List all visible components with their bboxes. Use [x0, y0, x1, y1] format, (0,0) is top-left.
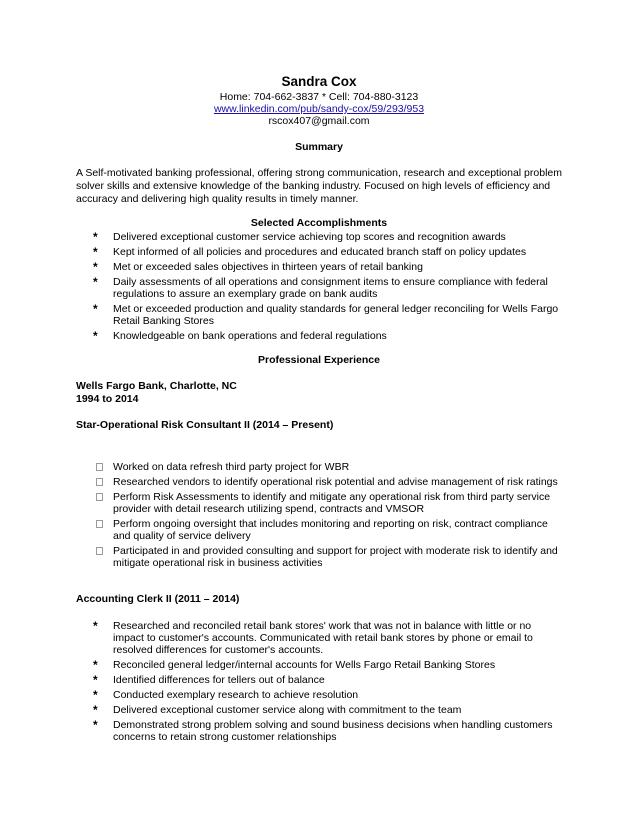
list-item — [93, 719, 563, 743]
list-item — [93, 261, 563, 273]
list-item-text: Worked on data refresh third party project for WBR — [113, 461, 350, 473]
list-item — [93, 330, 563, 342]
list-item — [93, 659, 563, 671]
role-title-risk-consultant: Star-Operational Risk Consultant II (2014 – Present) — [76, 419, 334, 431]
list-item — [93, 689, 563, 701]
employer-name: Wells Fargo Bank, Charlotte, NC — [76, 380, 237, 392]
list-item — [93, 704, 563, 716]
asterisk-bullet: * — [93, 673, 98, 687]
accomplishments-heading: Selected Accomplishments — [250, 217, 388, 229]
square-bullet-icon — [96, 493, 103, 501]
list-item — [93, 303, 563, 327]
asterisk-bullet: * — [93, 230, 98, 244]
list-item-text: Daily assessments of all operations and consignment items to ensure compliance with federal regulations to assure an exemplary grade on bank audits — [113, 276, 548, 300]
asterisk-bullet: * — [93, 329, 98, 343]
list-item-text: Met or exceeded production and quality standards for general ledger reconciling for Wells Fargo Retail Banking Stores — [113, 303, 559, 327]
square-bullet-icon — [96, 478, 103, 486]
asterisk-bullet: * — [93, 703, 98, 717]
summary-text: A Self-motivated banking professional, offering strong communication, research and exceptional problem solver skills and extensive knowledge of the banking industry. Focused on high levels of efficiency and accuracy and delivering high quality results in timely manner. — [76, 167, 562, 205]
asterisk-bullet: * — [93, 718, 98, 732]
list-item — [93, 491, 563, 515]
accounting-clerk-duties — [93, 620, 563, 746]
list-item — [93, 620, 563, 656]
email-address: rscox407@gmail.com — [268, 115, 370, 127]
list-item-text: Delivered exceptional customer service along with commitment to the team — [113, 704, 462, 716]
list-item — [93, 461, 563, 473]
list-item — [93, 476, 563, 488]
list-item-text: Reconciled general ledger/internal accounts for Wells Fargo Retail Banking Stores — [113, 659, 496, 671]
asterisk-bullet: * — [93, 688, 98, 702]
asterisk-bullet: * — [93, 275, 98, 289]
list-item-text: Delivered exceptional customer service achieving top scores and recognition awards — [113, 231, 506, 243]
accomplishments-list — [93, 231, 563, 345]
asterisk-bullet: * — [93, 260, 98, 274]
list-item — [93, 231, 563, 243]
list-item — [93, 545, 563, 569]
asterisk-bullet: * — [93, 302, 98, 316]
asterisk-bullet: * — [93, 619, 98, 633]
role-title-accounting-clerk: Accounting Clerk II (2011 – 2014) — [76, 593, 240, 605]
list-item-text: Identified differences for tellers out of balance — [113, 674, 325, 686]
experience-heading: Professional Experience — [258, 354, 380, 366]
square-bullet-icon — [96, 547, 103, 555]
list-item-text: Perform ongoing oversight that includes monitoring and reporting on risk, contract compliance and quality of service delivery — [113, 518, 548, 542]
list-item — [93, 276, 563, 300]
asterisk-bullet: * — [93, 245, 98, 259]
list-item-text: Conducted exemplary research to achieve resolution — [113, 689, 359, 701]
list-item-text: Met or exceeded sales objectives in thirteen years of retail banking — [113, 261, 423, 273]
candidate-name: Sandra Cox — [281, 74, 357, 89]
square-bullet-icon — [96, 463, 103, 471]
list-item-text: Perform Risk Assessments to identify and mitigate any operational risk from third party service provider with detail research utilizing spend, contracts and VMSOR — [113, 491, 551, 515]
list-item-text: Demonstrated strong problem solving and sound business decisions when handling customers concerns to retain strong customer relationships — [113, 719, 553, 743]
phone-numbers: Home: 704-662-3837 * Cell: 704-880-3123 — [219, 91, 419, 103]
employment-dates: 1994 to 2014 — [76, 393, 139, 405]
list-item — [93, 518, 563, 542]
list-item-text: Researched and reconciled retail bank stores' work that was not in balance with little or no impact to customer's accounts. Communicated with retail bank stores by phone or email to resolved differences for customer's accounts. — [113, 620, 533, 656]
list-item-text: Kept informed of all policies and procedures and educated branch staff on policy updates — [113, 246, 527, 258]
linkedin-link[interactable]: www.linkedin.com/pub/sandy-cox/59/293/953 — [213, 103, 425, 115]
square-bullet-icon — [96, 520, 103, 528]
summary-heading: Summary — [295, 141, 343, 153]
risk-consultant-duties — [93, 461, 563, 572]
list-item-text: Researched vendors to identify operational risk potential and advise management of risk ratings — [113, 476, 558, 488]
list-item-text: Knowledgeable on bank operations and federal regulations — [113, 330, 387, 342]
list-item-text: Participated in and provided consulting and support for project with moderate risk to identify and mitigate operational risk in business activities — [113, 545, 558, 569]
asterisk-bullet: * — [93, 658, 98, 672]
list-item — [93, 246, 563, 258]
list-item — [93, 674, 563, 686]
